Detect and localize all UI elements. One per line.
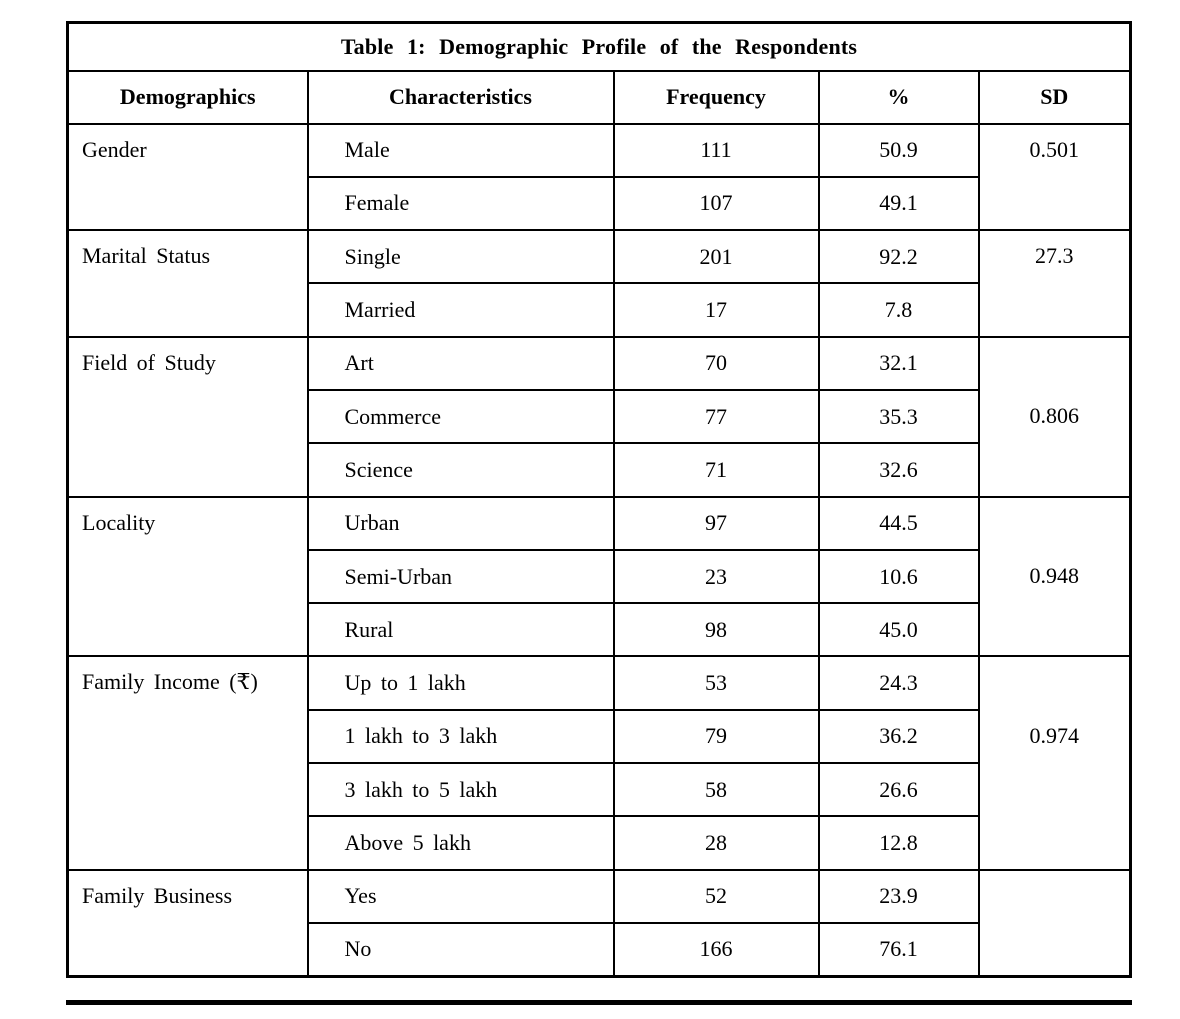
frequency-cell: 71 xyxy=(614,443,819,496)
frequency-cell: 77 xyxy=(614,390,819,443)
col-header-frequency: Frequency xyxy=(614,71,819,124)
characteristic-cell: Rural xyxy=(308,603,614,656)
demographic-cell: Family Income (₹) xyxy=(68,656,308,869)
sd-cell: 0.501 xyxy=(979,124,1131,231)
table-title: Table 1: Demographic Profile of the Respondents xyxy=(68,23,1131,71)
characteristic-cell: Semi-Urban xyxy=(308,550,614,603)
header-row xyxy=(68,71,1131,124)
demographic-cell: Locality xyxy=(68,497,308,657)
characteristic-cell: Up to 1 lakh xyxy=(308,656,614,709)
title-row xyxy=(68,23,1131,71)
col-header-characteristics: Characteristics xyxy=(308,71,614,124)
percent-cell: 26.6 xyxy=(819,763,979,816)
frequency-cell: 79 xyxy=(614,710,819,763)
frequency-cell: 17 xyxy=(614,283,819,336)
demographic-cell: Marital Status xyxy=(68,230,308,337)
frequency-cell: 70 xyxy=(614,337,819,390)
table-row xyxy=(68,124,1131,177)
characteristic-cell: 3 lakh to 5 lakh xyxy=(308,763,614,816)
table-body xyxy=(68,23,1131,977)
bottom-rule xyxy=(66,1000,1132,1005)
percent-cell: 49.1 xyxy=(819,177,979,230)
frequency-cell: 28 xyxy=(614,816,819,869)
characteristic-cell: Commerce xyxy=(308,390,614,443)
sd-cell xyxy=(979,870,1131,977)
frequency-cell: 166 xyxy=(614,923,819,976)
sd-cell: 27.3 xyxy=(979,230,1131,337)
demographic-cell: Gender xyxy=(68,124,308,231)
sd-cell: 0.948 xyxy=(979,497,1131,657)
characteristic-cell: Female xyxy=(308,177,614,230)
characteristic-cell: Urban xyxy=(308,497,614,550)
frequency-cell: 97 xyxy=(614,497,819,550)
frequency-cell: 58 xyxy=(614,763,819,816)
frequency-cell: 201 xyxy=(614,230,819,283)
percent-cell: 92.2 xyxy=(819,230,979,283)
sd-cell: 0.974 xyxy=(979,656,1131,869)
demographic-profile-table xyxy=(66,21,1132,978)
frequency-cell: 107 xyxy=(614,177,819,230)
col-header-demographics: Demographics xyxy=(68,71,308,124)
frequency-cell: 53 xyxy=(614,656,819,709)
percent-cell: 45.0 xyxy=(819,603,979,656)
col-header-percent: % xyxy=(819,71,979,124)
table-row xyxy=(68,497,1131,550)
percent-cell: 32.6 xyxy=(819,443,979,496)
characteristic-cell: Art xyxy=(308,337,614,390)
demographic-cell: Family Business xyxy=(68,870,308,977)
percent-cell: 36.2 xyxy=(819,710,979,763)
characteristic-cell: Yes xyxy=(308,870,614,923)
characteristic-cell: Married xyxy=(308,283,614,336)
demographic-cell: Field of Study xyxy=(68,337,308,497)
percent-cell: 12.8 xyxy=(819,816,979,869)
table-row xyxy=(68,870,1131,923)
frequency-cell: 52 xyxy=(614,870,819,923)
sd-cell: 0.806 xyxy=(979,337,1131,497)
percent-cell: 76.1 xyxy=(819,923,979,976)
percent-cell: 50.9 xyxy=(819,124,979,177)
characteristic-cell: Male xyxy=(308,124,614,177)
table-row xyxy=(68,230,1131,283)
percent-cell: 24.3 xyxy=(819,656,979,709)
percent-cell: 10.6 xyxy=(819,550,979,603)
frequency-cell: 23 xyxy=(614,550,819,603)
percent-cell: 7.8 xyxy=(819,283,979,336)
percent-cell: 23.9 xyxy=(819,870,979,923)
percent-cell: 44.5 xyxy=(819,497,979,550)
frequency-cell: 111 xyxy=(614,124,819,177)
table-row xyxy=(68,337,1131,390)
characteristic-cell: Science xyxy=(308,443,614,496)
table-row xyxy=(68,656,1131,709)
frequency-cell: 98 xyxy=(614,603,819,656)
percent-cell: 32.1 xyxy=(819,337,979,390)
characteristic-cell: 1 lakh to 3 lakh xyxy=(308,710,614,763)
col-header-sd: SD xyxy=(979,71,1131,124)
characteristic-cell: Single xyxy=(308,230,614,283)
percent-cell: 35.3 xyxy=(819,390,979,443)
characteristic-cell: No xyxy=(308,923,614,976)
characteristic-cell: Above 5 lakh xyxy=(308,816,614,869)
